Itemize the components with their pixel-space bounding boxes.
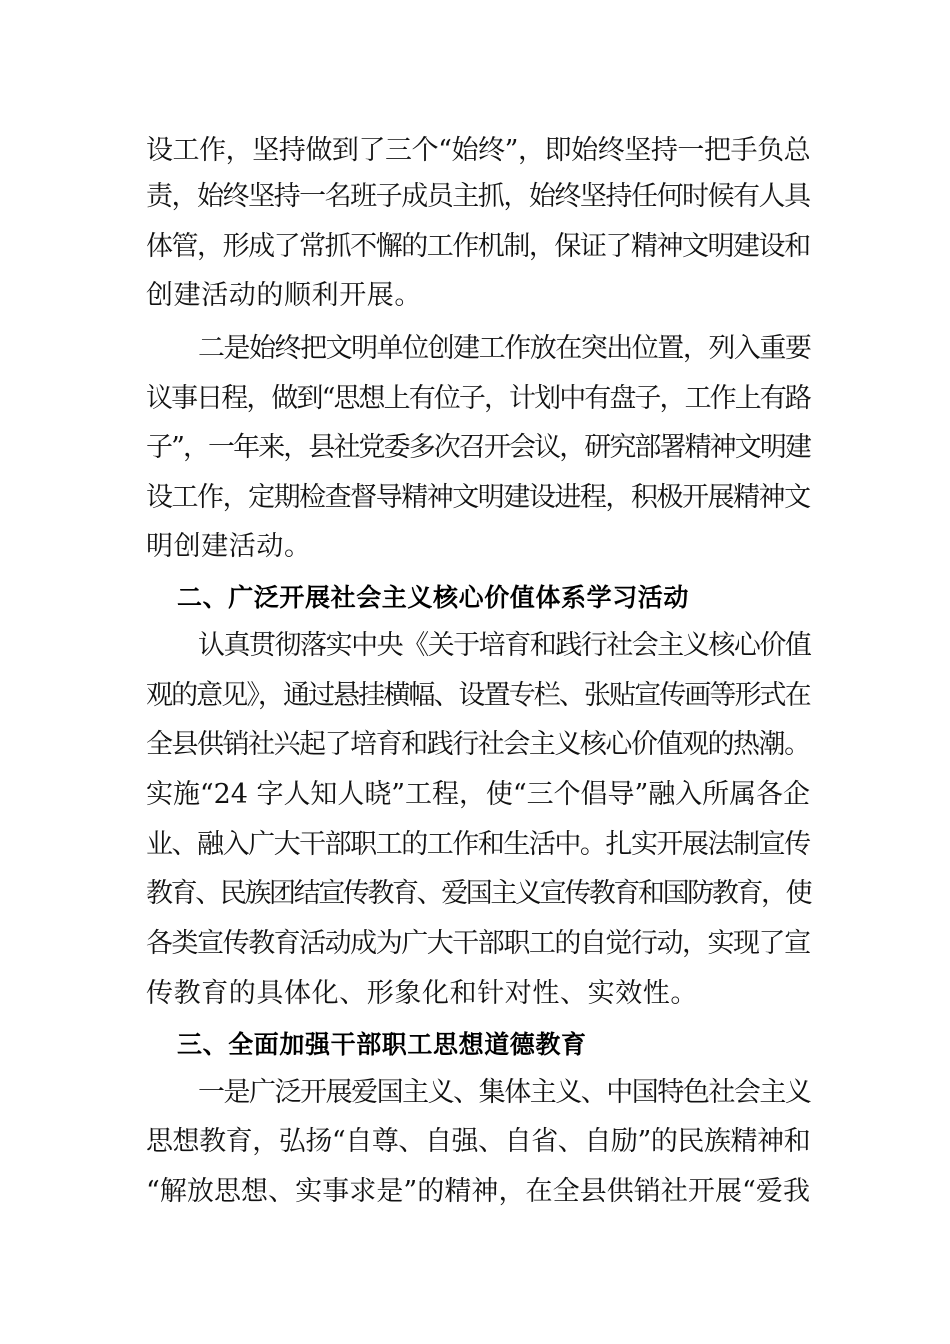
- section-heading: 二、广泛开展社会主义核心价值体系学习活动: [177, 583, 690, 612]
- body-line: 责，始终坚持一名班子成员主抓，始终坚持任何时候有人具: [146, 181, 810, 212]
- section-heading: 三、全面加强干部职工思想道德教育: [177, 1030, 587, 1059]
- body-line: 体管，形成了常抓不懈的工作机制，保证了精神文明建设和: [146, 231, 810, 262]
- body-line: 议事日程，做到“思想上有位子，计划中有盘子，工作上有路: [146, 383, 811, 414]
- body-line: 观的意见》，通过悬挂横幅、设置专栏、张贴宣传画等形式在: [146, 680, 810, 711]
- body-line: 设工作，坚持做到了三个“始终”，即始终坚持一把手负总: [146, 135, 811, 166]
- body-line: 子”，一年来，县社党委多次召开会议，研究部署精神文明建: [146, 432, 811, 463]
- body-line: 二是始终把文明单位创建工作放在突出位置，列入重要: [198, 333, 811, 364]
- body-line: 明创建活动。: [146, 531, 312, 562]
- body-line: “解放思想、实事求是”的精神，在全县供销社开展“爱我: [146, 1176, 811, 1207]
- body-line: 一是广泛开展爱国主义、集体主义、中国特色社会主义: [198, 1077, 811, 1108]
- body-line: 创建活动的顺利开展。: [146, 280, 422, 311]
- body-line: 认真贯彻落实中央《关于培育和践行社会主义核心价值: [198, 630, 811, 661]
- body-line: 全县供销社兴起了培育和践行社会主义核心价值观的热潮。: [146, 729, 810, 760]
- body-line: 思想教育，弘扬“自尊、自强、自省、自励”的民族精神和: [146, 1126, 811, 1157]
- body-line: 设工作，定期检查督导精神文明建设进程，积极开展精神文: [146, 482, 810, 513]
- body-line: 实施“24 字人知人晓”工程，使“三个倡导”融入所属各企: [146, 779, 810, 810]
- body-line: 传教育的具体化、形象化和针对性、实效性。: [146, 978, 698, 1009]
- body-line: 各类宣传教育活动成为广大干部职工的自觉行动，实现了宣: [146, 928, 810, 959]
- body-line: 教育、民族团结宣传教育、爱国主义宣传教育和国防教育，使: [146, 878, 811, 909]
- body-line: 业、融入广大干部职工的工作和生活中。扎实开展法制宣传: [146, 829, 810, 860]
